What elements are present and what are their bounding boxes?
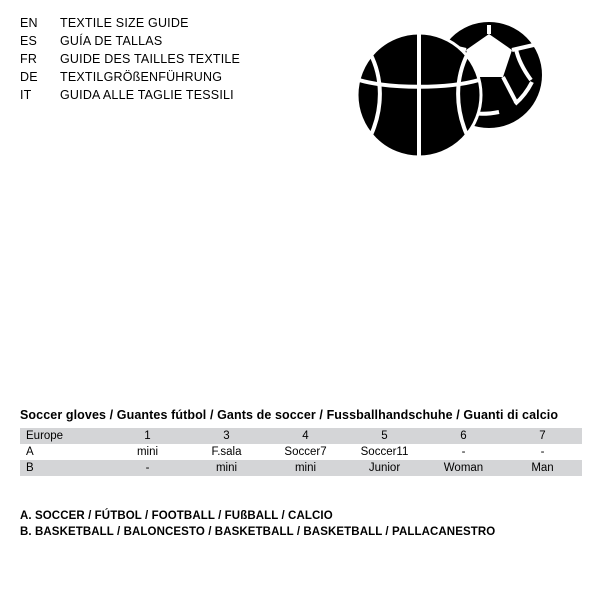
balls-illustration-svg xyxy=(352,22,562,172)
table-header-cell: 6 xyxy=(460,430,467,442)
legend-language-text: TEXTILGRÖßENFÜHRUNG xyxy=(60,70,223,84)
table-row xyxy=(20,444,582,460)
size-table-title: Soccer gloves / Guantes fútbol / Gants de soccer / Fussballhandschuhe / Guanti di calcio xyxy=(20,408,559,422)
table-row-label: B xyxy=(26,462,34,474)
table-header-cell: 3 xyxy=(223,430,230,442)
legend-row xyxy=(20,14,350,32)
table-header-cell: 5 xyxy=(381,430,388,442)
table-cell: Soccer11 xyxy=(360,446,409,458)
legend-language-text: GUIDA ALLE TAGLIE TESSILI xyxy=(60,88,234,102)
legend-row xyxy=(20,68,350,86)
table-header-cell: 1 xyxy=(144,430,151,442)
footnote-b: B. BASKETBALL / BALONCESTO / BASKETBALL / BASKETBALL / PALLACANESTRO xyxy=(20,526,496,538)
legend-row xyxy=(20,86,350,104)
table-header-row xyxy=(20,428,582,444)
table-row xyxy=(20,460,582,476)
table-cell: Junior xyxy=(368,462,401,474)
table-cell: - xyxy=(540,446,545,458)
table-cell: mini xyxy=(294,462,317,474)
table-cell: Woman xyxy=(443,462,484,474)
legend-row xyxy=(20,50,350,68)
legend-language-code: DE xyxy=(20,70,38,84)
table-cell: - xyxy=(145,462,150,474)
legend-row xyxy=(20,32,350,50)
legend-language-code: ES xyxy=(20,34,38,48)
legend-language-code: FR xyxy=(20,52,38,66)
legend-language-text: TEXTILE SIZE GUIDE xyxy=(60,16,189,30)
table-cell: Man xyxy=(531,462,554,474)
basketball-icon xyxy=(357,33,481,157)
legend-language-text: GUÍA DE TALLAS xyxy=(60,34,163,48)
language-legend xyxy=(20,14,350,104)
size-table xyxy=(20,428,582,476)
footnotes xyxy=(20,508,580,540)
table-cell: Soccer7 xyxy=(284,446,327,458)
table-row-label: A xyxy=(26,446,34,458)
legend-language-code: EN xyxy=(20,16,38,30)
table-cell: - xyxy=(461,446,466,458)
balls-illustration xyxy=(352,22,562,172)
table-header-cell: 4 xyxy=(302,430,309,442)
table-cell: F.sala xyxy=(211,446,242,458)
table-cell: mini xyxy=(215,462,238,474)
legend-language-text: GUIDE DES TAILLES TEXTILE xyxy=(60,52,241,66)
table-header-cell: 7 xyxy=(539,430,546,442)
legend-language-code: IT xyxy=(20,88,32,102)
footnote-a: A. SOCCER / FÚTBOL / FOOTBALL / FUßBALL / CALCIO xyxy=(20,510,333,522)
table-cell: mini xyxy=(136,446,159,458)
table-header-cell: Europe xyxy=(26,430,64,442)
size-table-block xyxy=(20,408,582,476)
